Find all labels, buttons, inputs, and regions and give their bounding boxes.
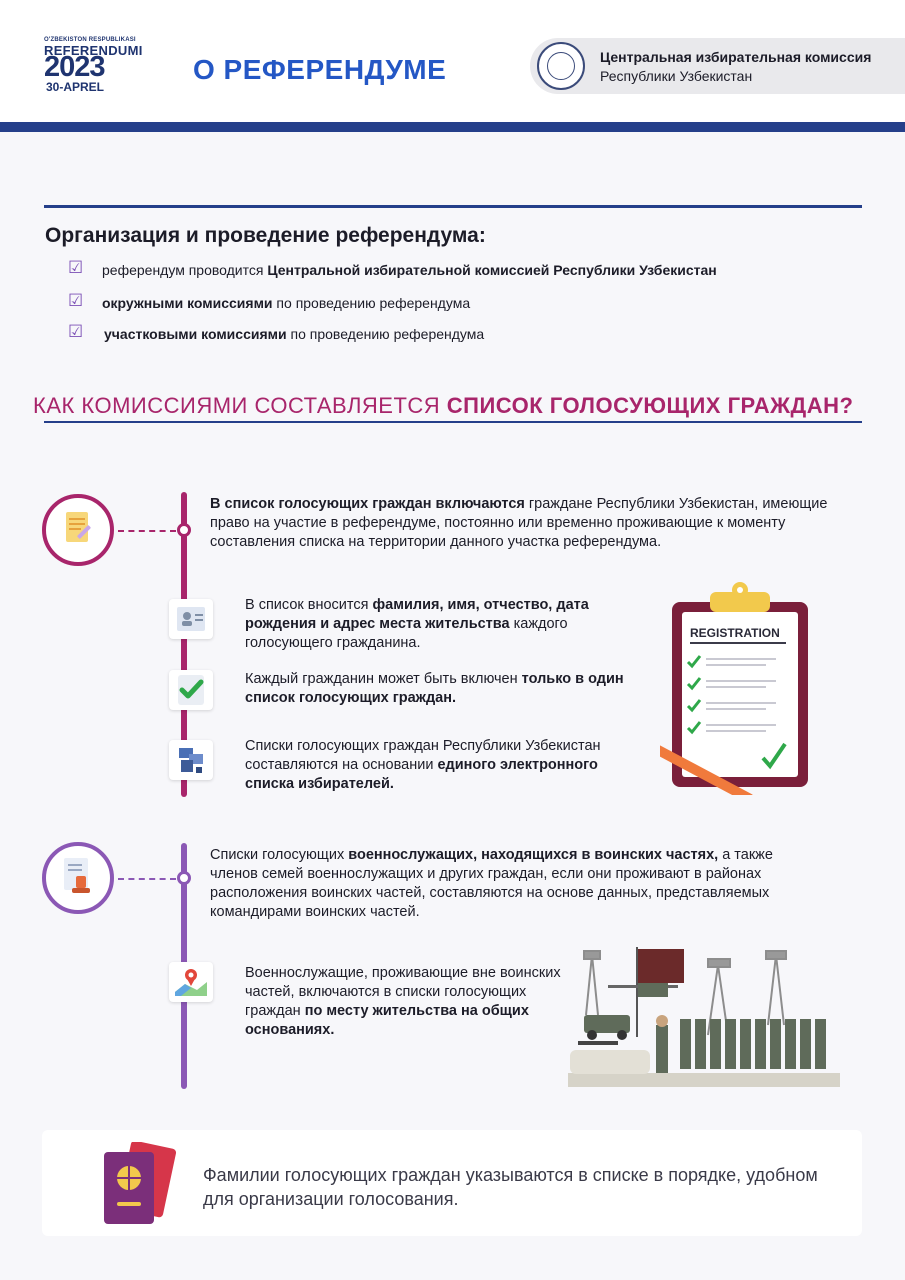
list-fields-text: В список вносится фамилия, имя, отчество, дата рождения и адрес места жительства каждого голосующего гражданина. xyxy=(245,597,589,651)
electronic-list-text: Списки голосующих граждан Республики Узбекистан составляются на основании единого электронного списка избирателей. xyxy=(245,738,601,792)
checkbox-icon: ☑ xyxy=(68,258,84,277)
header-stripe xyxy=(0,122,905,132)
document-edit-icon xyxy=(42,494,114,566)
organization-item: участковыми комиссиями по проведению референдума xyxy=(104,326,485,342)
stamped-document-icon xyxy=(42,842,114,914)
logo-year: 2023 xyxy=(44,51,105,83)
timeline-node xyxy=(177,523,191,537)
registration-label: REGISTRATION xyxy=(690,626,780,640)
off-base-military-text: Военнослужащие, проживающие вне воинских частей, включаются в списки голосующих граждан по месту жительства на общих основаниях. xyxy=(245,965,561,1038)
commission-name: Центральная избирательная комиссия xyxy=(600,49,872,65)
organization-title: Организация и проведение референдума: xyxy=(45,224,486,247)
single-list-text: Каждый гражданин может быть включен только в один список голосующих граждан. xyxy=(245,671,624,706)
commission-seal-inner xyxy=(547,52,575,80)
id-card-icon xyxy=(169,599,213,639)
commission-badge xyxy=(530,38,905,94)
connector-dash xyxy=(118,530,176,532)
logo-country: O'ZBEKISTON RESPUBLIKASI xyxy=(44,37,136,43)
checkbox-icon: ☑ xyxy=(68,291,84,310)
registration-clipboard-illustration xyxy=(660,580,840,795)
map-location-icon xyxy=(169,962,213,1002)
page-title: О РЕФЕРЕНДУМЕ xyxy=(193,54,447,85)
computer-network-icon xyxy=(169,740,213,780)
checkbox-icon: ☑ xyxy=(68,322,84,341)
passport-icon xyxy=(100,1142,180,1226)
check-mark-icon xyxy=(169,670,213,710)
section-divider xyxy=(44,205,862,208)
commission-country: Республики Узбекистан xyxy=(600,68,753,84)
logo-referendum: REFERENDUMI xyxy=(44,43,143,58)
footer-note-text: Фамилии голосующих граждан указываются в списке в порядке, удобном для организации голосования. xyxy=(203,1165,818,1209)
list-section-title: КАК КОМИССИЯМИ СОСТАВЛЯЕТСЯ СПИСОК ГОЛОСУЮЩИХ ГРАЖДАН? xyxy=(33,393,854,418)
voter-list-inclusion-text: В список голосующих граждан включаются граждане Республики Узбекистан, имеющие право на участие в референдуме, постоянно или временно проживающие к моменту составления списка на территории данного участка референдума. xyxy=(210,496,828,550)
timeline-node xyxy=(177,871,191,885)
organization-item: референдум проводится Центральной избирательной комиссией Республики Узбекистан xyxy=(102,262,717,278)
logo-date: 30-APREL xyxy=(46,80,105,94)
connector-dash xyxy=(118,878,176,880)
military-base-illustration xyxy=(568,945,840,1090)
military-lists-text: Списки голосующих военнослужащих, находящихся в воинских частях, а также членов семей военнослужащих и других граждан, если они проживают в районах расположения воинских частей, составляются на основе данных, представляемых командирами воинских частей. xyxy=(210,847,773,920)
section-divider xyxy=(44,421,862,423)
organization-item: окружными комиссиями по проведению референдума xyxy=(102,295,471,311)
